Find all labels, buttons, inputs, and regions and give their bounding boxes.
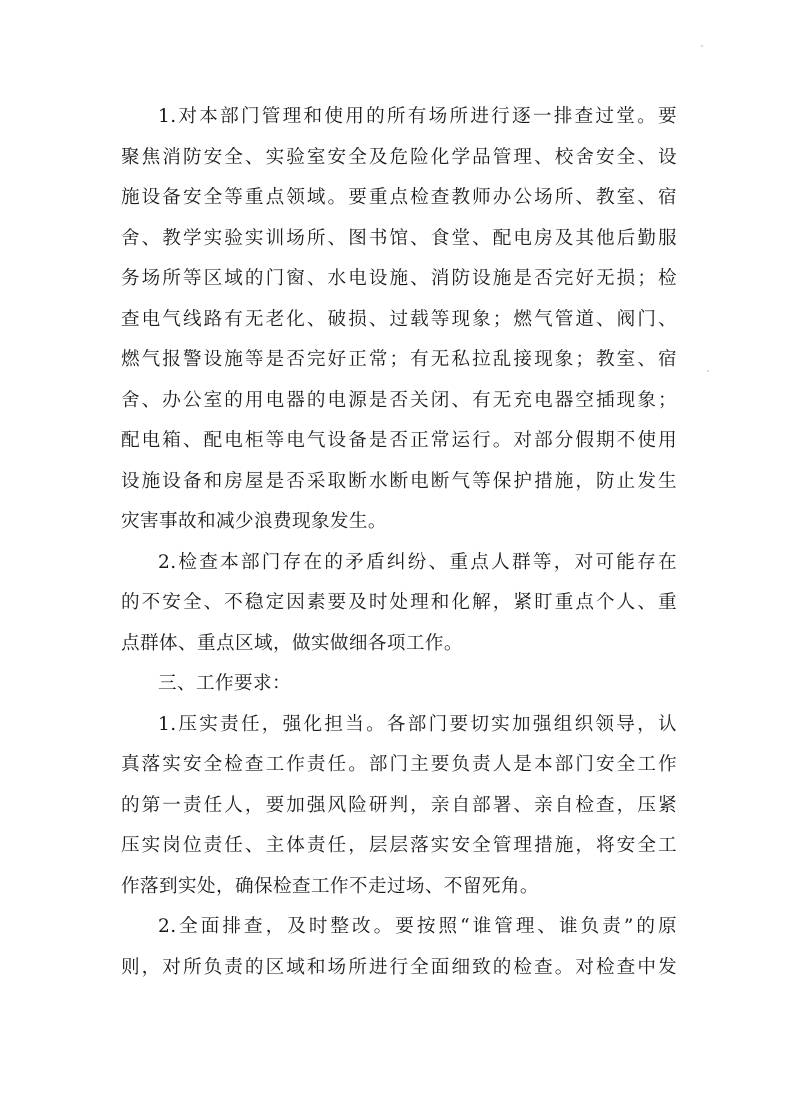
text-line: 作落到实处，确保检查工作不走过场、不留死角。 [121, 875, 539, 897]
text-line: 施设备安全等重点领域。要重点检查教师办公场所、教室、宿 [121, 187, 677, 208]
scan-speck [707, 370, 709, 372]
text-line: 聚焦消防安全、实验室安全及危险化学品管理、校舍安全、设 [121, 146, 677, 168]
text-line: 燃气报警设施等是否完好正常；有无私拉乱接现象；教室、宿 [121, 349, 677, 370]
text-line: 2.检查本部门存在的矛盾纠纷、重点人群等，对可能存在 [158, 551, 677, 573]
paragraph-responsibility [121, 705, 677, 908]
text-line: 则，对所负责的区域和场所进行全面细致的检查。对检查中发 [121, 956, 677, 978]
heading-text: 三、工作要求： [158, 673, 291, 694]
paragraph-conflict-check [121, 543, 677, 665]
text-line: 点群体、重点区域，做实做细各项工作。 [121, 632, 463, 654]
text-line: 灾害事故和减少浪费现象发生。 [121, 511, 387, 532]
scan-speck [701, 45, 703, 47]
text-line: 1.对本部门管理和使用的所有场所进行逐一排查过堂。要 [158, 106, 677, 127]
paragraph-inspection-scope [121, 97, 677, 543]
text-line: 配电箱、配电柜等电气设备是否正常运行。对部分假期不使用 [121, 430, 677, 451]
text-line: 务场所等区域的门窗、水电设施、消防设施是否完好无损；检 [121, 268, 677, 289]
text-line: 舍、办公室的用电器的电源是否关闭、有无充电器空插现象； [121, 389, 677, 411]
text-line: 2.全面排查，及时整改。要按照“谁管理、谁负责”的原 [158, 916, 677, 937]
text-line: 查电气线路有无老化、破损、过载等现象；燃气管道、阀门、 [121, 308, 677, 330]
text-line: 1.压实责任，强化担当。各部门要切实加强组织领导，认 [158, 713, 677, 735]
text-line: 的第一责任人，要加强风险研判，亲自部署、亲自检查，压紧 [121, 794, 677, 816]
text-line: 压实岗位责任、主体责任，层层落实安全管理措施，将安全工 [121, 835, 677, 856]
paragraph-rectification [121, 907, 677, 988]
text-line: 真落实安全检查工作责任。部门主要负责人是本部门安全工作 [121, 754, 677, 775]
text-line: 设施设备和房屋是否采取断水断电断气等保护措施，防止发生 [121, 470, 677, 492]
text-line: 舍、教学实验实训场所、图书馆、食堂、配电房及其他后勤服 [121, 227, 677, 249]
text-line: 的不安全、不稳定因素要及时处理和化解，紧盯重点个人、重 [121, 592, 677, 613]
document-body [121, 97, 677, 988]
section-heading-work-requirements [121, 664, 677, 705]
